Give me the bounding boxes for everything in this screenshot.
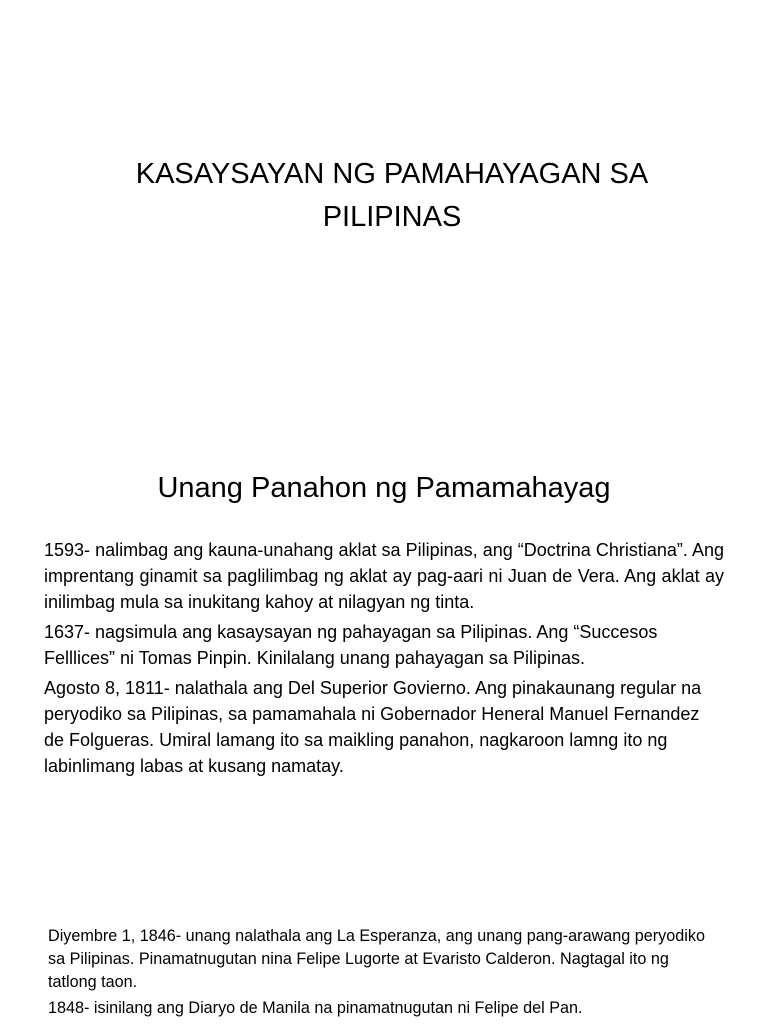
slide-unang-panahon: [0, 440, 768, 900]
slide-body: [44, 537, 724, 783]
title-line-1: KASAYSAYAN NG PAMAHAYAGAN SA: [135, 158, 649, 190]
slide-title: [0, 0, 768, 440]
paragraph-1848: 1848- isinilang ang Diaryo de Manila na pinamatnugutan ni Felipe del Pan.: [48, 999, 583, 1017]
slide-continuation: [0, 900, 768, 1024]
slide-title-heading: [84, 153, 700, 239]
paragraph-1846: Diyembre 1, 1846- unang nalathala ang La Esperanza, ang unang pang-arawang peryodiko sa Pilipinas. Pinamatnugutan nina Felipe Lugorte at Evaristo Calderon. Nagtagal ito ng tatlong taon.: [48, 927, 705, 991]
title-line-2: PILIPINAS: [322, 201, 462, 233]
paragraph-1811: Agosto 8, 1811- nalathala ang Del Superior Govierno. Ang pinakaunang regular na peryodiko sa Pilipinas, sa pamamahala ni Gobernador Heneral Manuel Fernandez de Folgueras. Umiral lamang ito sa maikling panahon, nagkaroon lamng ito ng labinlimang labas at kusang namatay.: [44, 678, 702, 776]
paragraph-1637: 1637- nagsimula ang kasaysayan ng pahayagan sa Pilipinas. Ang “Succesos Felllices” ni Tomas Pinpin. Kinilalang unang pahayagan sa Pilipinas.: [44, 622, 658, 668]
slide-body: [48, 925, 719, 1023]
paragraph-1593: 1593- nalimbag ang kauna-unahang aklat sa Pilipinas, ang “Doctrina Christiana”. Ang imprentang ginamit sa paglilimbag ng aklat ay pag-aari ni Juan de Vera. Ang aklat ay inilimbag mula sa inukitang kahoy at nilagyan ng tinta.: [44, 540, 724, 612]
slide-heading: Unang Panahon ng Pamamahayag: [157, 472, 611, 504]
